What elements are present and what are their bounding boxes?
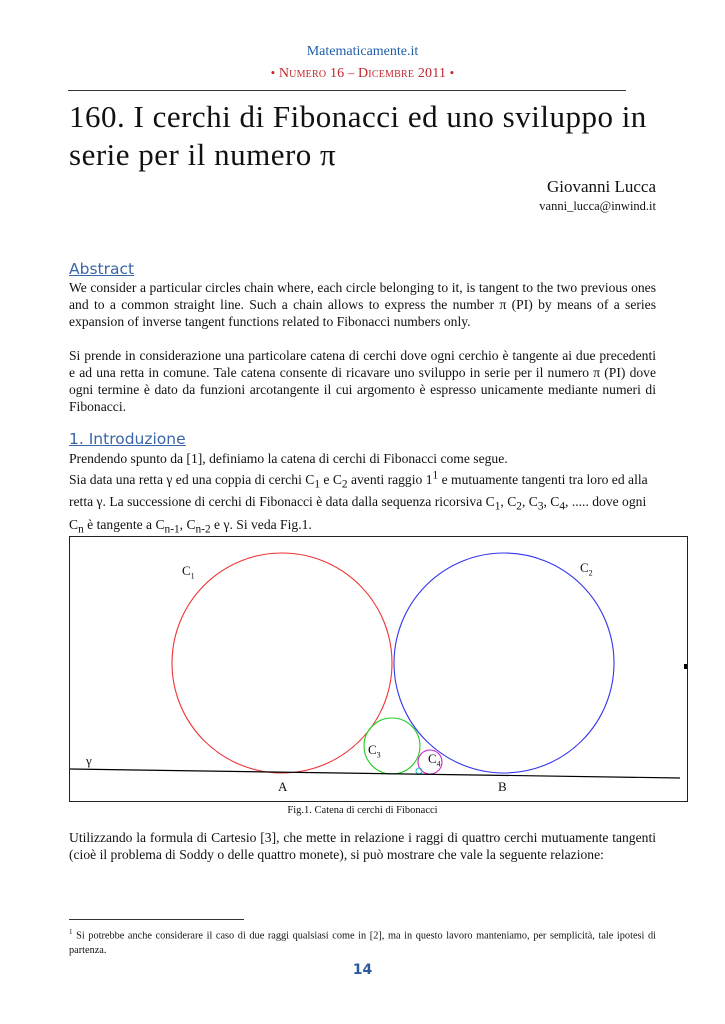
author-name: Giovanni Lucca	[546, 177, 656, 196]
figure-fibonacci-circles	[69, 536, 688, 802]
figure-margin-mark	[684, 664, 687, 669]
issue-date: Dicembre 2011	[358, 66, 447, 81]
intro-line-1: Prendendo spunto da [1], definiamo la catena di cerchi di Fibonacci come segue.	[69, 451, 508, 466]
line-gamma	[70, 769, 680, 778]
intro-text: Sia data una retta γ ed una coppia di cerchi $C_1$ e $C_2$ aventi raggio $1^1$ e mutuamente tangenti tra loro ed alla retta γ. La successione di cerchi di Fibonacci è data dalla sequenza ricorsiva $C_1$, $C_2$, $C_3$, $C_4$, ..... dove ogni $C_n$ è tangente a $C_{n-1}$, $C_{n-2}$ e γ. Si veda Fig.1.	[69, 469, 648, 536]
label-c2: $C_2$	[580, 560, 593, 578]
header-divider	[68, 90, 626, 91]
journal-issue-line	[0, 65, 725, 82]
label-gamma: γ	[86, 753, 92, 768]
intro-paragraph	[69, 450, 656, 539]
abstract-italian: Si prende in considerazione una particolare catena di cerchi dove ogni cerchio è tangente ai due precedenti e ad una retta in comune. Tale catena consente di ricavare uno sviluppo in serie per il numero π (PI) dove ogni termine è dato da funzioni arcotangente il cui argomento è espresso unicamente mediante numeri di Fibonacci.	[69, 348, 656, 414]
issue-suffix: •	[446, 65, 455, 80]
issue-prefix: •	[270, 65, 279, 80]
abstract-english: We consider a particular circles chain where, each circle belonging to it, is tangent to the two previous ones and to a common straight line. Such a chain allows to express the number π (PI) by means of a series expansion of inverse tangent functions related to Fibonacci numbers only.	[69, 280, 656, 329]
footnote-mark: 1	[69, 928, 73, 936]
label-c3: $C_3$	[368, 742, 381, 760]
journal-site-name: Matematicamente.it	[306, 44, 419, 59]
abstract-heading: Abstract	[69, 260, 135, 278]
circle-c1	[172, 553, 392, 773]
label-point-a: A	[278, 779, 288, 794]
footnote-divider	[69, 919, 244, 920]
circle-c2	[394, 553, 614, 773]
label-point-b: B	[498, 779, 507, 794]
footnote-text: Si potrebbe anche considerare il caso di due raggi qualsiasi come in [2], ma in questo lavoro manteniamo, per semplicità, tale ipotesi di partenza.	[69, 930, 656, 957]
issue-number: Numero 16	[278, 66, 345, 81]
body-paragraph-cartesio: Utilizzando la formula di Cartesio [3], che mette in relazione i raggi di quattro cerchi mutuamente tangenti (cioè il problema di Soddy o delle quattro monete), si può mostrare che vale la seguente relazione:	[69, 830, 656, 862]
footnote	[69, 925, 656, 958]
section-heading-introduzione: 1. Introduzione	[69, 430, 186, 448]
circles-diagram	[70, 537, 689, 803]
article-title: 160. I cerchi di Fibonacci ed uno sviluppo in serie per il numero π	[69, 99, 647, 172]
circle-c5	[416, 768, 422, 774]
author-email: vanni_lucca@inwind.it	[539, 199, 656, 213]
page-number: 14	[352, 962, 373, 978]
label-c4: $C_4$	[428, 751, 441, 769]
footnote-ref[interactable]: 1	[432, 469, 439, 481]
issue-separator: –	[344, 65, 358, 80]
figure-caption: Fig.1. Catena di cerchi di Fibonacci	[287, 805, 438, 816]
label-c1: $C_1$	[182, 563, 195, 581]
